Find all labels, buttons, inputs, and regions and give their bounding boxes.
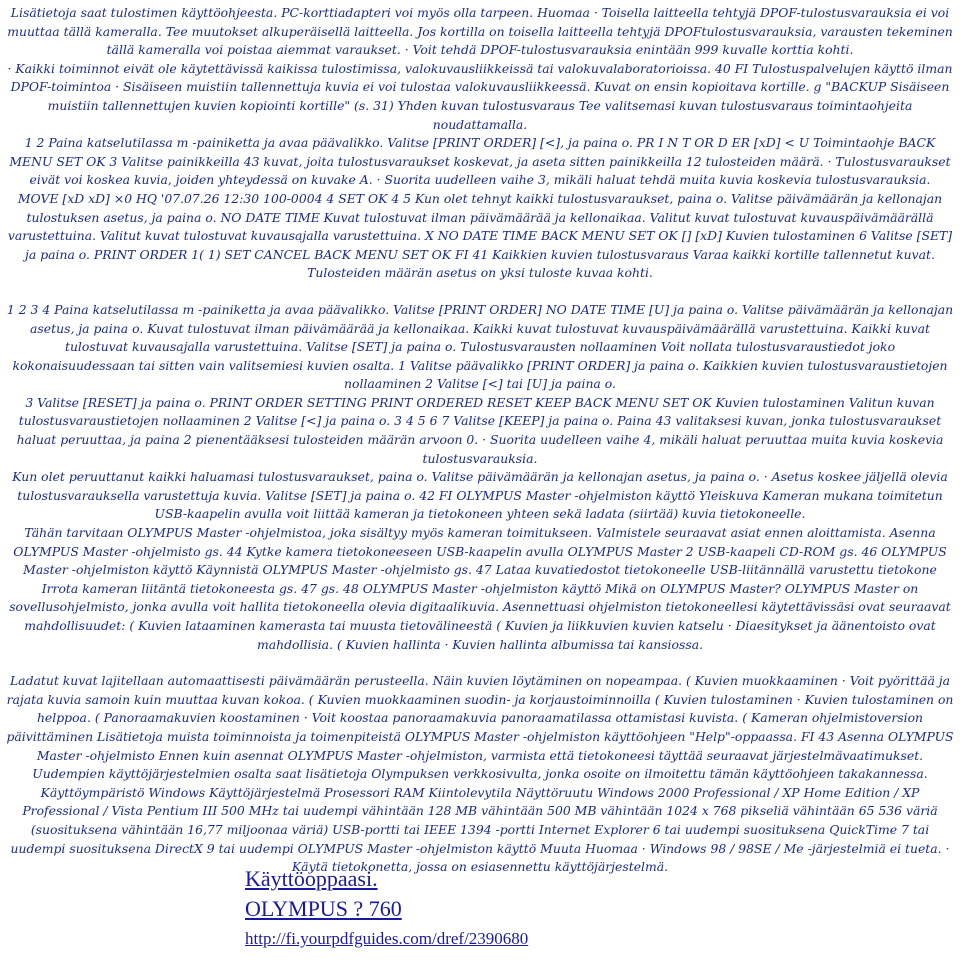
user-guide-link[interactable]: Käyttöoppaasi. [245,866,378,891]
paragraph: 1 2 Paina katselutilassa m -painiketta ja avaa päävalikko. Valitse [PRINT ORDER] [<], ja paina o. PR I N T OR D ER [xD] < U Toimintaohje BACK MENU SET OK 3 Valitse painikkeilla 43 kuvat, joita tulostusvaraukset koskevat, ja aseta sitten painikkeilla 12 tulosteiden määrä. · Tulostusvaraukset eivät voi koskea kuvia, joiden yhteydessä on kuvake A. · Suorita uudelleen vaihe 3, mikäli haluat tehdä muita kuvia koskevia tulostusvarauksia. [9,135,951,188]
block-spacer [6,283,954,301]
footer-links [245,864,665,952]
product-link[interactable]: OLYMPUS ? 760 [245,896,402,921]
paragraph: 1 2 3 4 Paina katselutilassa m -painiketta ja avaa päävalikko. Valitse [PRINT ORDER] NO DATE TIME [U] ja paina o. Valitse päivämäärän ja kellonajan asetus, ja paina o. Kuvat tulostuvat ilman päivämäärää ja kellonaikaa. Kaikki kuvat tulostuvat kuvauspäivämäärällä varustettuina. Kaikki kuvat tulostuvat kuvausajalla varustettuina. Valitse [SET] ja paina o. Tulostusvarausten nollaaminen Voit nollata tulostusvaraustiedot joko kokonaisuudessaan tai sitten vain valitsemiesi kuvien osalta. 1 Valitse päävalikko [PRINT ORDER] ja paina o. Kaikkien kuvien tulostusvaraustietojen nollaaminen 2 Valitse [<] tai [U] ja paina o. [6,301,954,392]
paragraph: MOVE [xD xD] ×0 HQ '07.07.26 12:30 100-0004 4 SET OK 4 5 Kun olet tehnyt kaikki tulostusvaraukset, paina o. Valitse päivämäärän ja kellonajan tulostuksen asetus, ja paina o. NO DATE TIME Kuvat tulostuvat ilman päivämäärää ja kellonaikaa. Valitut kuvat tulostuvat kuvauspäivämäärällä varustettuina. Valitut kuvat tulostuvat kuvausajalla varustettuina. X NO DATE TIME BACK MENU SET OK [] [xD] Kuvien tulostaminen 6 Valitse [SET] ja paina o. PRINT ORDER 1( 1) SET CANCEL BACK MENU SET OK FI 41 Kaikkien kuvien tulostusvaraus Varaa kaikki kortille tallennetut kuvat. Tulosteiden määrän asetus on yksi tuloste kuvaa kohti. [7,190,953,281]
document-body [6,4,954,877]
paragraph: Lisätietoja saat tulostimen käyttöohjeesta. PC-korttiadapteri voi myös olla tarpeen. Huomaa · Toisella laitteella tehtyjä DPOF-tulostusvarauksia ei voi muuttaa tällä kameralla. Tee muutokset alkuperäisellä laitteella. Jos kortilla on toisella laitteella tehtyjä DPOFtulostusvarauksia, varausten tekeminen tällä kameralla voi poistaa aiemmat varaukset. · Voit tehdä DPOF-tulostusvarauksia enintään 999 kuvalle korttia kohti. [7,5,953,58]
block-spacer [6,654,954,672]
paragraph: Tähän tarvitaan OLYMPUS Master -ohjelmistoa, joka sisältyy myös kameran toimitukseen. Valmistele seuraavat asiat ennen aloittamista. Asenna OLYMPUS Master -ohjelmisto gs. 44 Kytke kamera tietokoneeseen USB-kaapelin avulla OLYMPUS Master 2 USB-kaapeli CD-ROM gs. 46 OLYMPUS Master -ohjelmiston käyttö Käynnistä OLYMPUS Master -ohjelmisto gs. 47 Lataa kuvatiedostot tietokoneelle USB-liitännällä varustettu tietokone Irrota kameran liitäntä tietokoneesta gs. 47 gs. 48 OLYMPUS Master -ohjelmiston käyttö Mikä on OLYMPUS Master? OLYMPUS Master on sovellusohjelmisto, jonka avulla voit hallita tietokoneella olevia digitaalikuvia. Asennettuasi ohjelmiston tietokoneellesi käytettävissäsi ovat seuraavat mahdollisuudet: ( Kuvien lataaminen kamerasta tai muusta tietovälineestä ( Kuvien ja liikkuvien kuvien katselu · Diaesitykset ja äänentoisto ovat mahdollisia. ( Kuvien hallinta · Kuvien hallinta albumissa tai kansiossa. [9,525,951,652]
url-link[interactable]: http://fi.yourpdfguides.com/dref/2390680 [245,929,529,948]
paragraph: 3 Valitse [RESET] ja paina o. PRINT ORDER SETTING PRINT ORDERED RESET KEEP BACK MENU SET OK Kuvien tulostaminen Valitun kuvan tulostusvaraustietojen nollaaminen 2 Valitse [<] ja paina o. 3 4 5 6 7 Valitse [KEEP] ja paina o. Paina 43 valitaksesi kuvan, jonka tulostusvaraukset haluat peruuttaa, ja paina 2 pienentääksesi tulosteiden määrän arvoon 0. · Suorita uudelleen vaihe 4, mikäli haluat peruuttaa muita kuvia koskevia tulostusvarauksia. [16,394,944,466]
paragraph: Ladatut kuvat lajitellaan automaattisesti päivämäärän perusteella. Näin kuvien löytäminen on nopeampaa. ( Kuvien muokkaaminen · Voit pyörittää ja rajata kuvia samoin kuin muuttaa kuvan kokoa. ( Kuvien muokkaaminen suodin- ja korjaustoiminnoilla ( Kuvien tulostaminen · Kuvien tulostaminen on helppoa. ( Panoraamakuvien koostaminen · Voit koostaa panoraamakuvia panoraamatilassa ottamistasi kuvista. ( Kameran ohjelmistoversion päivittäminen Lisätietoja muista toiminnoista ja toimenpiteistä OLYMPUS Master -ohjelmiston käyttöohjeen "Help"-oppaassa. FI 43 Asenna OLYMPUS Master -ohjelmisto Ennen kuin asennat OLYMPUS Master -ohjelmiston, varmista että tietokoneesi täyttää seuraavat järjestelmävaatimukset. Uudempien käyttöjärjestelmien osalta saat lisätietoja Olympuksen verkkosivulta, jonka osoite on ilmoitettu tämän käyttöohjeen takakannessa. Käyttöympäristö Windows Käyttöjärjestelmä Prosessori RAM Kiintolevytila Näyttöruutu Windows 2000 Professional / XP Home Edition / XP Professional / Vista Pentium III 500 MHz tai uudempi vähintään 128 MB vähintään 500 MB vähintään 1024 x 768 pikseliä vähintään 65 536 väriä (suosituksena vähintään 16,77 miljoonaa väriä) USB-portti tai IEEE 1394 -portti Internet Explorer 6 tai uudempi suosituksena QuickTime 7 tai uudempi suosituksena DirectX 9 tai uudempi OLYMPUS Master -ohjelmiston käyttö Muuta Huomaa · Windows 98 / 98SE / Me -järjestelmiä ei tueta. · Käytä tietokonetta, jossa on esiasennettu käyttöjärjestelmä. [6,673,954,875]
paragraph: Kun olet peruuttanut kaikki haluamasi tulostusvaraukset, paina o. Valitse päivämäärän ja kellonajan asetus, ja paina o. · Asetus koskee jäljellä olevia tulostusvarauksella varustettuja kuvia. Valitse [SET] ja paina o. 42 FI OLYMPUS Master -ohjelmiston käyttö Yleiskuva Kameran mukana toimitetun USB-kaapelin avulla voit liittää kameran ja tietokoneen yhteen sekä ladata (siirtää) kuvia tietokoneelle. [12,469,948,522]
paragraph: · Kaikki toiminnot eivät ole käytettävissä kaikissa tulostimissa, valokuvausliikkeissä tai valokuvalaboratorioissa. 40 FI Tulostuspalvelujen käyttö ilman DPOF-toimintoa · Sisäiseen muistiin tallennettuja kuvia ei voi tulostaa valokuvausliikkeessä. Kuvat on ensin kopioitava kortille. g "BACKUP Sisäiseen muistiin tallennettujen kuvien kopiointi kortille" (s. 31) Yhden kuvan tulostusvaraus Tee valitsemasi kuvan tulostusvaraus toimintaohjeita noudattamalla. [7,60,953,132]
